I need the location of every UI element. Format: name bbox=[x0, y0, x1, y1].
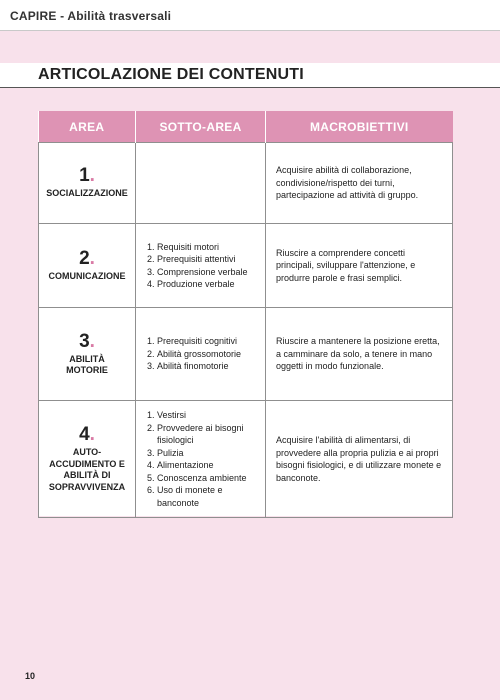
content-card bbox=[38, 111, 452, 516]
area-cell bbox=[39, 224, 136, 308]
list-item: 2. Abilità grossomotorie bbox=[157, 348, 264, 361]
macro-cell: Acquisire abilità di collaborazione, condivisione/rispetto dei turni, partecipazione ad attività di gruppo. bbox=[266, 143, 453, 224]
subarea-list bbox=[137, 335, 264, 373]
table-row bbox=[39, 401, 453, 518]
section-breadcrumb: CAPIRE - Abilità trasversali bbox=[10, 9, 172, 23]
area-label: ABILITÀ MOTORIE bbox=[66, 353, 108, 375]
subarea-cell bbox=[136, 401, 266, 518]
area-number: 3. bbox=[79, 330, 95, 352]
area-cell bbox=[39, 401, 136, 518]
list-item: 1. Requisiti motori bbox=[157, 241, 264, 254]
list-item: 4. Alimentazione bbox=[157, 459, 264, 472]
list-item: 6. Uso di monete e banconote bbox=[157, 484, 264, 509]
subarea-cell bbox=[136, 308, 266, 401]
list-item: 1. Prerequisiti cognitivi bbox=[157, 335, 264, 348]
column-header-subarea: SOTTO-AREA bbox=[136, 111, 266, 143]
area-cell bbox=[39, 308, 136, 401]
subarea-cell bbox=[136, 224, 266, 308]
list-item: 1. Vestirsi bbox=[157, 409, 264, 422]
column-header-macro: MACROBIETTIVI bbox=[266, 111, 453, 143]
list-item: 4. Produzione verbale bbox=[157, 278, 264, 291]
area-number: 2. bbox=[79, 247, 95, 269]
area-label: COMUNICAZIONE bbox=[48, 270, 126, 281]
macro-cell: Riuscire a mantenere la posizione eretta, a camminare da solo, a tenere in mano oggetti in modo funzionale. bbox=[266, 308, 453, 401]
title-strip bbox=[0, 63, 500, 88]
subarea-list bbox=[137, 241, 264, 291]
list-item: 3. Pulizia bbox=[157, 447, 264, 460]
area-cell bbox=[39, 143, 136, 224]
table-row bbox=[39, 224, 453, 308]
area-label: AUTO-ACCUDIMENTO E ABILITÀ DI SOPRAVVIVENZA bbox=[48, 447, 126, 492]
column-header-area: AREA bbox=[39, 111, 136, 143]
page-title: ARTICOLAZIONE DEI CONTENUTI bbox=[38, 66, 304, 83]
area-number: 4. bbox=[79, 424, 95, 445]
list-item: 3. Comprensione verbale bbox=[157, 266, 264, 279]
subarea-list bbox=[137, 409, 264, 509]
list-item: 2. Prerequisiti attentivi bbox=[157, 253, 264, 266]
table-header-row bbox=[39, 111, 453, 143]
list-item: 5. Conoscenza ambiente bbox=[157, 472, 264, 485]
subarea-cell bbox=[136, 143, 266, 224]
running-header bbox=[0, 0, 500, 31]
macro-cell: Riuscire a comprendere concetti principali, sviluppare l'attenzione, e produrre parole e frasi semplici. bbox=[266, 224, 453, 308]
macro-cell: Acquisire l'abilità di alimentarsi, di provvedere alla propria pulizia e ai propri bisogni fisiologici, e di utilizzare monete e banconote. bbox=[266, 401, 453, 518]
page-number: 10 bbox=[25, 671, 36, 681]
area-label: SOCIALIZZAZIONE bbox=[46, 188, 128, 199]
list-item: 3. Abilità finomotorie bbox=[157, 360, 264, 373]
area-number: 1. bbox=[79, 165, 95, 187]
table-row bbox=[39, 308, 453, 401]
table-row bbox=[39, 143, 453, 224]
contents-table bbox=[38, 111, 453, 518]
list-item: 2. Provvedere ai bisogni fisiologici bbox=[157, 422, 264, 447]
